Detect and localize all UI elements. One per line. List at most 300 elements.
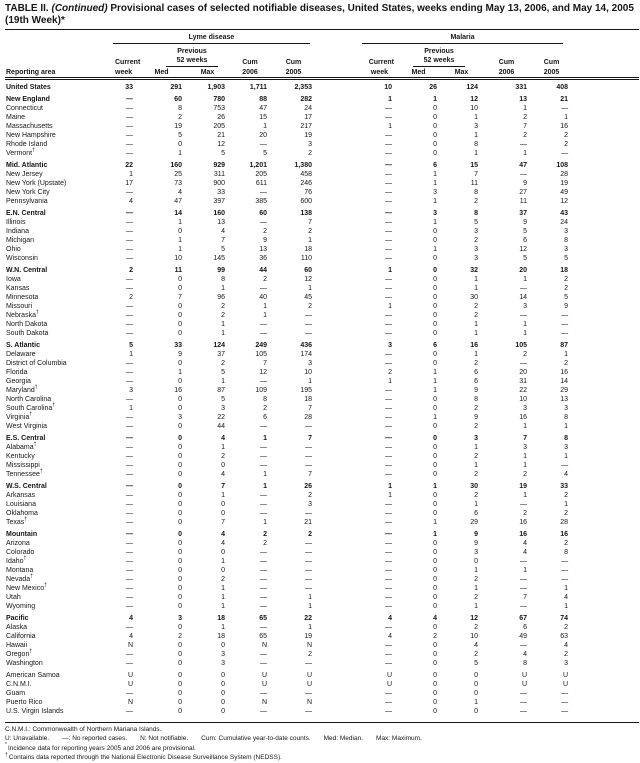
value-cell: — xyxy=(126,576,133,583)
value-cell: 0 xyxy=(433,255,437,262)
value-cell: 0 xyxy=(433,228,437,235)
value-cell: 408 xyxy=(556,84,569,91)
value-cell: N xyxy=(261,642,267,649)
reporting-area-cell xyxy=(5,575,101,584)
spacer-cell xyxy=(572,359,639,368)
spacer-cell xyxy=(572,293,639,302)
value-cell: — xyxy=(305,585,312,592)
value-cell: 18 xyxy=(304,396,312,403)
footnote-marker: † xyxy=(24,516,28,523)
value-cell: 3 xyxy=(178,615,182,622)
value-cell: 1 xyxy=(523,105,527,112)
spacer-cell xyxy=(572,593,639,602)
value-cell: — xyxy=(305,558,312,565)
table-row xyxy=(5,104,639,113)
value-cell: 2 xyxy=(433,633,437,640)
value-cell: — xyxy=(385,594,392,601)
value-cell: 22 xyxy=(217,414,225,421)
value-cell: U xyxy=(261,681,267,688)
value-cell: 28 xyxy=(560,519,569,526)
reporting-area-cell xyxy=(5,518,101,527)
table-row xyxy=(5,338,639,350)
value-cell: 1 xyxy=(433,483,437,490)
lyme-52weeks-header: 52 weeks xyxy=(137,56,229,67)
value-cell: — xyxy=(385,141,392,148)
value-cell: 8 xyxy=(564,237,569,244)
footnote-marker: † xyxy=(39,468,43,475)
value-cell: 246 xyxy=(300,180,312,187)
value-cell: — xyxy=(520,171,527,178)
value-cell: 0 xyxy=(178,603,182,610)
lyme-group-label: Lyme disease xyxy=(113,34,310,44)
value-cell: 9 xyxy=(474,531,478,538)
reporting-area-cell xyxy=(5,566,101,575)
value-cell: 5 xyxy=(221,396,225,403)
value-cell: 105 xyxy=(515,342,527,349)
footnote-divider xyxy=(5,722,639,723)
value-cell: — xyxy=(126,321,133,328)
value-cell: 7 xyxy=(523,594,527,601)
spacer-cell xyxy=(572,659,639,668)
table-row xyxy=(5,500,639,509)
value-cell: 1 xyxy=(433,180,437,187)
value-cell: 291 xyxy=(170,84,182,91)
value-cell: 60 xyxy=(304,267,312,274)
reporting-area-label: Washington xyxy=(6,660,43,667)
value-cell: 6 xyxy=(474,369,478,376)
value-cell: 63 xyxy=(560,633,569,640)
table-row xyxy=(5,92,639,104)
value-cell: 0 xyxy=(178,624,182,631)
spacer-cell xyxy=(572,650,639,659)
value-cell: 1 xyxy=(263,303,267,310)
reporting-area-cell xyxy=(5,509,101,518)
spacer-cell xyxy=(572,368,639,377)
value-cell: — xyxy=(260,462,267,469)
value-cell: 10 xyxy=(304,369,312,376)
value-cell: 1 xyxy=(523,321,527,328)
value-cell: 74 xyxy=(560,615,569,622)
value-cell: — xyxy=(385,567,392,574)
value-cell: 2 xyxy=(308,303,312,310)
value-cell: 2 xyxy=(564,141,569,148)
value-cell: 33 xyxy=(174,342,182,349)
value-cell: 2,353 xyxy=(294,84,312,91)
spacer-cell xyxy=(572,320,639,329)
value-cell: 8 xyxy=(474,189,478,196)
value-cell: — xyxy=(385,150,392,157)
reporting-area-label: Nebraska xyxy=(6,312,36,319)
value-cell: 1 xyxy=(523,492,527,499)
value-cell: 3 xyxy=(564,228,569,235)
table-row xyxy=(5,611,639,623)
value-cell: — xyxy=(260,708,267,715)
value-cell: 3 xyxy=(564,405,569,412)
value-cell: — xyxy=(385,360,392,367)
value-cell: — xyxy=(520,603,527,610)
value-cell: — xyxy=(385,444,392,451)
value-cell: 19 xyxy=(519,483,527,490)
value-cell: 47 xyxy=(259,105,267,112)
value-cell: 5 xyxy=(263,150,267,157)
value-cell: — xyxy=(260,549,267,556)
value-cell: — xyxy=(385,132,392,139)
reporting-area-label: Louisiana xyxy=(6,501,36,508)
reporting-area-cell xyxy=(5,79,101,93)
value-cell: 1 xyxy=(308,378,312,385)
value-cell: 1 xyxy=(308,594,312,601)
value-cell: 929 xyxy=(213,162,225,169)
value-cell: 0 xyxy=(433,321,437,328)
value-cell: 1 xyxy=(221,444,225,451)
value-cell: 28 xyxy=(304,414,312,421)
table-row xyxy=(5,158,639,170)
table-row xyxy=(5,623,639,632)
spacer-cell xyxy=(572,158,639,170)
value-cell: 26 xyxy=(304,483,312,490)
reporting-area-label: West Virginia xyxy=(6,423,47,430)
reporting-area-label: Rhode Island xyxy=(6,141,48,148)
value-cell: — xyxy=(385,246,392,253)
table-title xyxy=(5,3,638,26)
footnote-marker: † xyxy=(23,555,27,562)
reporting-area-label: New England xyxy=(6,96,50,103)
malaria-cum2006-header: Cum xyxy=(498,59,515,66)
footnote-marker: † xyxy=(44,582,47,589)
value-cell: 1 xyxy=(564,453,569,460)
value-cell: 0 xyxy=(178,681,182,688)
reporting-area-cell xyxy=(5,254,101,263)
value-cell: 6 xyxy=(263,414,267,421)
spacer-cell xyxy=(572,452,639,461)
value-cell: 2 xyxy=(474,576,478,583)
value-cell: — xyxy=(126,141,133,148)
reporting-area-label: New Hampshire xyxy=(6,132,56,139)
value-cell: 17 xyxy=(304,114,312,121)
reporting-area-label: Maryland xyxy=(6,387,35,394)
value-cell: 12 xyxy=(304,276,312,283)
reporting-area-label: E.N. Central xyxy=(6,210,46,217)
value-cell: 0 xyxy=(178,444,182,451)
spacer-cell xyxy=(572,668,639,680)
reporting-area-cell xyxy=(5,668,101,680)
value-cell: 6 xyxy=(523,624,527,631)
value-cell: 22 xyxy=(125,162,133,169)
value-cell: 2 xyxy=(388,369,392,376)
value-cell: 3 xyxy=(308,141,312,148)
value-cell: — xyxy=(126,423,133,430)
table-row xyxy=(5,170,639,179)
value-cell: — xyxy=(260,285,267,292)
value-cell: — xyxy=(385,642,392,649)
value-cell: 37 xyxy=(217,351,225,358)
value-cell: 12 xyxy=(217,141,225,148)
value-cell: 0 xyxy=(221,501,225,508)
reporting-area-label: Oregon xyxy=(6,651,30,658)
reporting-area-cell xyxy=(5,293,101,302)
table-row xyxy=(5,602,639,611)
value-cell: 49 xyxy=(560,189,569,196)
value-cell: 2 xyxy=(474,594,478,601)
reporting-area-cell xyxy=(5,275,101,284)
reporting-area-cell xyxy=(5,452,101,461)
value-cell: 0 xyxy=(474,681,478,688)
value-cell: 16 xyxy=(519,531,527,538)
value-cell: — xyxy=(385,453,392,460)
reporting-area-label: W.S. Central xyxy=(6,483,47,490)
value-cell: — xyxy=(561,558,569,565)
value-cell: 1 xyxy=(564,501,569,508)
value-cell: 1 xyxy=(221,492,225,499)
value-cell: 0 xyxy=(433,567,437,574)
spacer-cell xyxy=(572,113,639,122)
value-cell: — xyxy=(260,576,267,583)
value-cell: 0 xyxy=(221,699,225,706)
value-cell: 0 xyxy=(178,672,182,679)
spacer-cell xyxy=(572,413,639,422)
value-cell: 11 xyxy=(470,180,478,187)
value-cell: 0 xyxy=(433,435,437,442)
value-cell: 7 xyxy=(474,171,478,178)
lyme-cum2005-header: Cum xyxy=(285,59,302,66)
value-cell: — xyxy=(385,276,392,283)
table-row xyxy=(5,245,639,254)
value-cell: — xyxy=(305,462,312,469)
value-cell: 160 xyxy=(170,162,182,169)
reporting-area-label: South Dakota xyxy=(6,330,49,337)
value-cell: 0 xyxy=(433,603,437,610)
reporting-area-label: Michigan xyxy=(6,237,35,244)
value-cell: — xyxy=(126,150,133,157)
value-cell: 1 xyxy=(263,483,267,490)
value-cell: 5 xyxy=(178,132,182,139)
value-cell: — xyxy=(305,330,312,337)
table-row xyxy=(5,539,639,548)
value-cell: — xyxy=(126,246,133,253)
spacer-cell xyxy=(572,509,639,518)
spacer-cell xyxy=(572,461,639,470)
reporting-area-label: Ohio xyxy=(6,246,21,253)
value-cell: 0 xyxy=(178,585,182,592)
value-cell: 5 xyxy=(564,294,569,301)
value-cell: 43 xyxy=(560,210,569,217)
value-cell: 0 xyxy=(433,492,437,499)
value-cell: — xyxy=(305,576,312,583)
value-cell: — xyxy=(385,603,392,610)
table-row xyxy=(5,263,639,275)
value-cell: 0 xyxy=(221,567,225,574)
value-cell: 0 xyxy=(178,285,182,292)
value-cell: 6 xyxy=(523,237,527,244)
value-cell: 1 xyxy=(433,531,437,538)
region-block xyxy=(5,479,639,527)
value-cell: — xyxy=(305,444,312,451)
spacer-cell xyxy=(572,557,639,566)
reporting-area-label: Virginia xyxy=(6,414,30,421)
value-cell: 87 xyxy=(560,342,569,349)
value-cell: 4 xyxy=(221,471,225,478)
value-cell: — xyxy=(385,708,392,715)
value-cell: 13 xyxy=(259,246,267,253)
value-cell: — xyxy=(126,510,133,517)
value-cell: 1 xyxy=(388,123,392,130)
spacer-cell xyxy=(572,602,639,611)
value-cell: 2 xyxy=(564,540,569,547)
table-row xyxy=(5,443,639,452)
value-cell: 1 xyxy=(474,330,478,337)
value-cell: 3 xyxy=(308,501,312,508)
value-cell: 20 xyxy=(259,132,267,139)
value-cell: 5 xyxy=(221,150,225,157)
value-cell: — xyxy=(126,237,133,244)
region-block xyxy=(5,527,639,611)
value-cell: 16 xyxy=(174,387,182,394)
table-row xyxy=(5,527,639,539)
value-cell: 195 xyxy=(300,387,312,394)
reporting-area-cell xyxy=(5,368,101,377)
reporting-area-label: California xyxy=(6,633,36,640)
value-cell: 1 xyxy=(523,276,527,283)
value-cell: 76 xyxy=(304,189,312,196)
value-cell: 14 xyxy=(174,210,182,217)
value-cell: 0 xyxy=(474,690,478,697)
value-cell: — xyxy=(385,405,392,412)
value-cell: 145 xyxy=(213,255,225,262)
value-cell: 0 xyxy=(433,672,437,679)
table-row xyxy=(5,575,639,584)
value-cell: — xyxy=(260,330,267,337)
value-cell: 2 xyxy=(308,531,312,538)
value-cell: 36 xyxy=(259,255,267,262)
value-cell: 5 xyxy=(523,228,527,235)
value-cell: — xyxy=(126,483,133,490)
value-cell: 311 xyxy=(213,171,225,178)
reporting-area-label: Vermont xyxy=(6,150,33,157)
value-cell: 1 xyxy=(474,351,478,358)
footnote-marker: † xyxy=(35,309,39,316)
reporting-area-cell xyxy=(5,557,101,566)
value-cell: 1 xyxy=(433,378,437,385)
value-cell: 1 xyxy=(178,369,182,376)
reporting-area-label: Massachusetts xyxy=(6,123,53,130)
value-cell: — xyxy=(385,471,392,478)
value-cell: 0 xyxy=(178,435,182,442)
value-cell: — xyxy=(126,132,133,139)
reporting-area-cell xyxy=(5,707,101,716)
value-cell: 12 xyxy=(259,369,267,376)
value-cell: — xyxy=(260,219,267,226)
value-cell: 2 xyxy=(474,471,478,478)
table-row xyxy=(5,227,639,236)
value-cell: — xyxy=(126,651,133,658)
value-cell: 1 xyxy=(263,435,267,442)
value-cell: 1 xyxy=(433,519,437,526)
table-row xyxy=(5,404,639,413)
value-cell: 1 xyxy=(388,492,392,499)
spacer-cell xyxy=(572,254,639,263)
table-row xyxy=(5,518,639,527)
spacer-cell xyxy=(572,275,639,284)
value-cell: 1 xyxy=(308,285,312,292)
reporting-area-label: Alaska xyxy=(6,624,28,631)
value-cell: 2 xyxy=(564,132,569,139)
table-row xyxy=(5,689,639,698)
value-cell: 1,380 xyxy=(294,162,312,169)
value-cell: 33 xyxy=(217,189,225,196)
value-cell: 0 xyxy=(221,549,225,556)
value-cell: 4 xyxy=(129,633,133,640)
value-cell: 1 xyxy=(308,237,312,244)
value-cell: 19 xyxy=(174,123,182,130)
value-cell: 7 xyxy=(221,519,225,526)
value-cell: 60 xyxy=(174,96,182,103)
table-row xyxy=(5,479,639,491)
value-cell: 9 xyxy=(523,219,527,226)
reporting-area-cell xyxy=(5,422,101,431)
reporting-area-cell xyxy=(5,320,101,329)
value-cell: 8 xyxy=(523,660,527,667)
value-cell: U xyxy=(521,672,527,679)
value-cell: — xyxy=(126,330,133,337)
value-cell: 4 xyxy=(523,549,527,556)
value-cell: 4 xyxy=(564,471,569,478)
value-cell: 0 xyxy=(433,501,437,508)
value-cell: — xyxy=(520,501,527,508)
reporting-area-cell xyxy=(5,650,101,659)
value-cell: 16 xyxy=(560,531,569,538)
spacer-cell xyxy=(572,377,639,386)
value-cell: 0 xyxy=(433,462,437,469)
value-cell: 3 xyxy=(388,342,392,349)
footnote-marker: † xyxy=(29,411,32,418)
value-cell: 2 xyxy=(523,471,527,478)
footnote-cnmi: C.N.M.I.: Commonwealth of Northern Mariana Islands. xyxy=(5,726,162,733)
reporting-area-label: Colorado xyxy=(6,549,35,556)
value-cell: 3 xyxy=(474,255,478,262)
value-cell: 33 xyxy=(125,84,133,91)
value-cell: — xyxy=(385,330,392,337)
value-cell: 18 xyxy=(217,633,225,640)
value-cell: 24 xyxy=(560,219,569,226)
reporting-area-cell xyxy=(5,236,101,245)
value-cell: 18 xyxy=(217,615,225,622)
table-row xyxy=(5,509,639,518)
value-cell: — xyxy=(126,210,133,217)
value-cell: — xyxy=(385,585,392,592)
value-cell: 1 xyxy=(523,330,527,337)
reporting-area-cell xyxy=(5,104,101,113)
reporting-area-label: American Samoa xyxy=(6,672,60,679)
reporting-area-label: Texas xyxy=(6,519,25,526)
value-cell: 1 xyxy=(308,624,312,631)
value-cell: 3 xyxy=(221,651,225,658)
value-cell: — xyxy=(385,540,392,547)
value-cell: 7 xyxy=(308,405,312,412)
table-row xyxy=(5,632,639,641)
value-cell: 65 xyxy=(259,633,267,640)
value-cell: 20 xyxy=(519,267,527,274)
table-row xyxy=(5,431,639,443)
value-cell: — xyxy=(305,660,312,667)
value-cell: — xyxy=(126,360,133,367)
footnote-marker: † xyxy=(29,648,33,655)
reporting-area-cell xyxy=(5,197,101,206)
value-cell: 3 xyxy=(308,360,312,367)
value-cell: 1,201 xyxy=(249,162,267,169)
value-cell: 47 xyxy=(519,162,527,169)
value-cell: — xyxy=(385,462,392,469)
value-cell: 1 xyxy=(564,423,569,430)
